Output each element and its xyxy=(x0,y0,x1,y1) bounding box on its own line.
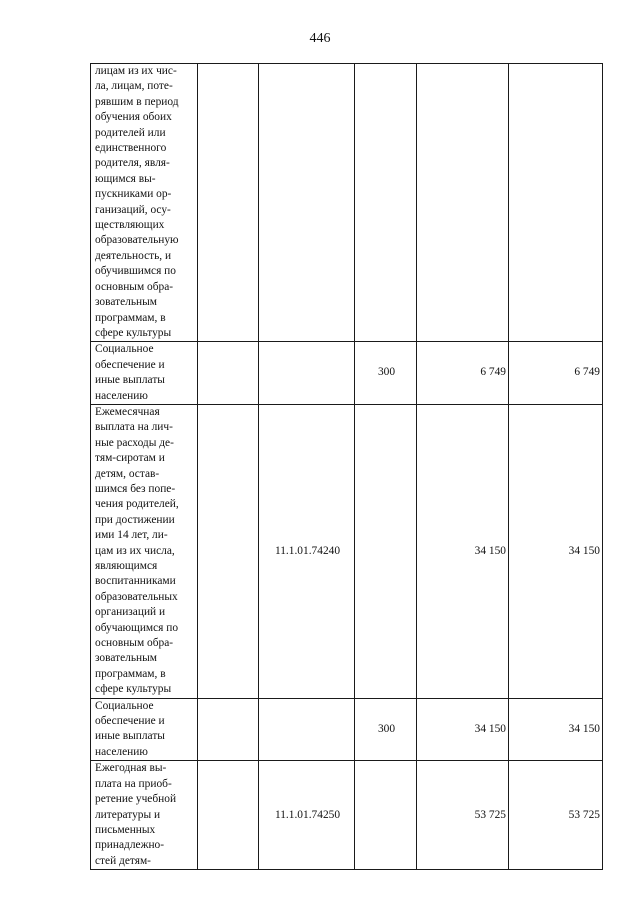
table-row xyxy=(91,64,603,342)
row-expense-type: 300 xyxy=(355,342,417,405)
table-row xyxy=(91,698,603,761)
row-col2 xyxy=(198,342,259,405)
row-code: 11.1.01.74240 xyxy=(259,404,355,698)
row-code xyxy=(259,64,355,342)
row-code xyxy=(259,342,355,405)
row-description: Социальное обеспечение и иные выплаты населению xyxy=(91,342,198,405)
row-description: Ежегодная вы- плата на приоб- ретение учебной литературы и письменных принадлежно- стей детям- xyxy=(91,761,198,870)
row-code xyxy=(259,698,355,761)
row-amount-1: 53 725 xyxy=(417,761,509,870)
row-amount-1 xyxy=(417,64,509,342)
row-col2 xyxy=(198,64,259,342)
row-amount-2: 53 725 xyxy=(509,761,603,870)
row-expense-type xyxy=(355,64,417,342)
row-amount-2: 6 749 xyxy=(509,342,603,405)
row-amount-2: 34 150 xyxy=(509,698,603,761)
row-description: лицам из их чис- ла, лицам, поте- рявшим в период обучения обоих родителей или единственного родителя, явля- ющимся вы- пускниками ор- ганизаций, осу- ществляющих образовательную деятельность, и обучившимся по основным обра- зовательным программам, в сфере культуры xyxy=(91,64,198,342)
table-row xyxy=(91,761,603,870)
row-code: 11.1.01.74250 xyxy=(259,761,355,870)
row-amount-1: 34 150 xyxy=(417,698,509,761)
row-col2 xyxy=(198,698,259,761)
row-expense-type xyxy=(355,761,417,870)
table-row xyxy=(91,342,603,405)
row-description: Ежемесячная выплата на лич- ные расходы де- тям-сиротам и детям, остав- шимся без попе- чения родителей, при достижении ими 14 лет, ли- цам из их числа, являющимся воспитанниками образовательных организаций и обучающимся по основным обра- зовательным программам, в сфере культуры xyxy=(91,404,198,698)
row-description: Социальное обеспечение и иные выплаты населению xyxy=(91,698,198,761)
row-amount-2: 34 150 xyxy=(509,404,603,698)
table-row xyxy=(91,404,603,698)
row-amount-1: 34 150 xyxy=(417,404,509,698)
row-col2 xyxy=(198,404,259,698)
row-amount-1: 6 749 xyxy=(417,342,509,405)
budget-table xyxy=(90,63,603,870)
page-number: 446 xyxy=(309,31,331,46)
row-amount-2 xyxy=(509,64,603,342)
row-expense-type xyxy=(355,404,417,698)
row-col2 xyxy=(198,761,259,870)
row-expense-type: 300 xyxy=(355,698,417,761)
